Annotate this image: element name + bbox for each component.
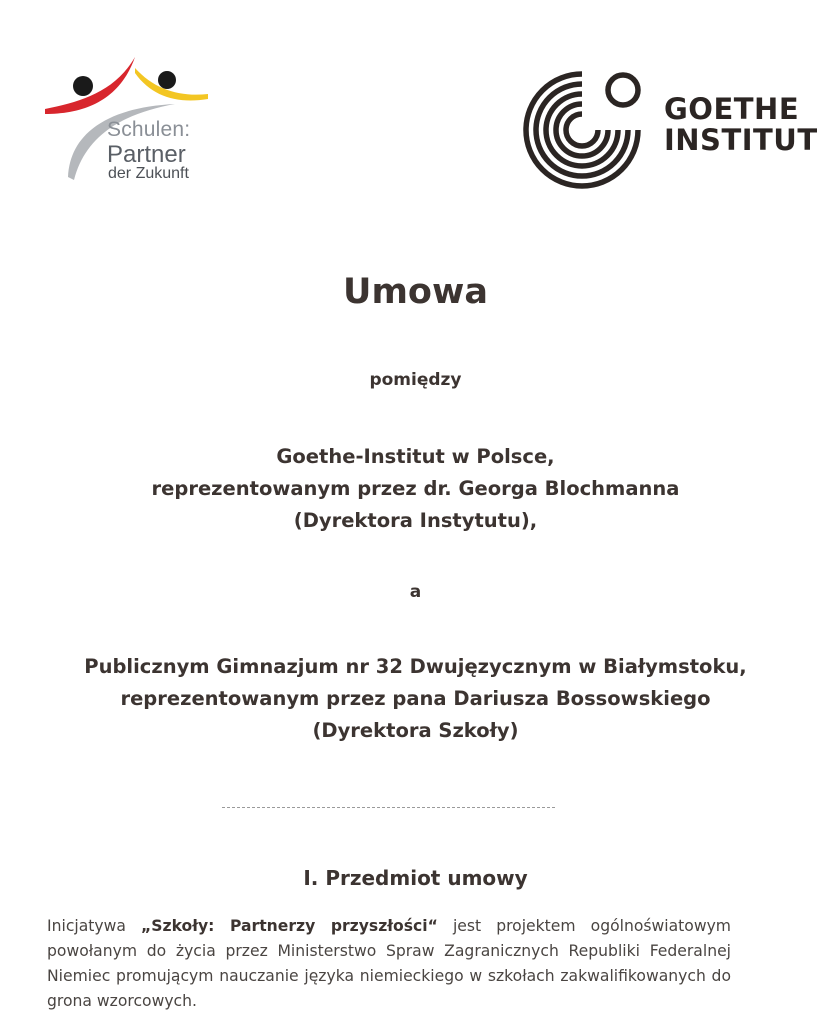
party-school bbox=[0, 651, 831, 747]
between-text: pomiędzy bbox=[369, 370, 462, 390]
document-title: Umowa bbox=[343, 272, 488, 312]
conjunction-text: a bbox=[409, 582, 422, 602]
paragraph-prefix: Inicjatywa bbox=[47, 917, 142, 935]
party-goethe-institut bbox=[0, 441, 831, 537]
paragraph-emphasis: „Szkoły: Partnerzy przyszłości“ bbox=[141, 917, 438, 935]
goethe-institut-wordmark bbox=[664, 94, 818, 156]
party2-representative: reprezentowanym przez pana Dariusza Bossowskiego bbox=[120, 687, 711, 710]
section-paragraph bbox=[47, 914, 731, 1014]
partner-text: Partner bbox=[107, 141, 186, 168]
party2-role: (Dyrektora Szkoły) bbox=[312, 719, 519, 742]
der-zukunft-text: der Zukunft bbox=[108, 165, 189, 182]
logo-schulen-partner bbox=[40, 52, 215, 187]
party1-name: Goethe-Institut w Polsce, bbox=[276, 445, 555, 468]
goethe-spiral-icon bbox=[520, 64, 660, 194]
section-title: I. Przedmiot umowy bbox=[303, 866, 528, 890]
schulen-text: Schulen: bbox=[107, 118, 191, 141]
party1-role: (Dyrektora Instytutu), bbox=[293, 509, 538, 532]
logo-goethe-institut bbox=[520, 64, 818, 194]
party2-name: Publicznym Gimnazjum nr 32 Dwujęzycznym w Białymstoku, bbox=[84, 655, 747, 678]
goethe-word: GOETHE bbox=[664, 92, 800, 126]
party1-representative: reprezentowanym przez dr. Georga Blochmanna bbox=[151, 477, 680, 500]
section-divider bbox=[222, 807, 555, 808]
paragraph-rest: jest projektem ogólnoświatowym powołanym do życia przez Ministerstwo Spraw Zagranicznych Republiki Federalnej Niemiec promującym nauczanie języka niemieckiego w szkołach zakwalifikowanych do grona wzorcowych. bbox=[47, 917, 731, 1010]
institut-word: INSTITUT bbox=[664, 123, 818, 157]
